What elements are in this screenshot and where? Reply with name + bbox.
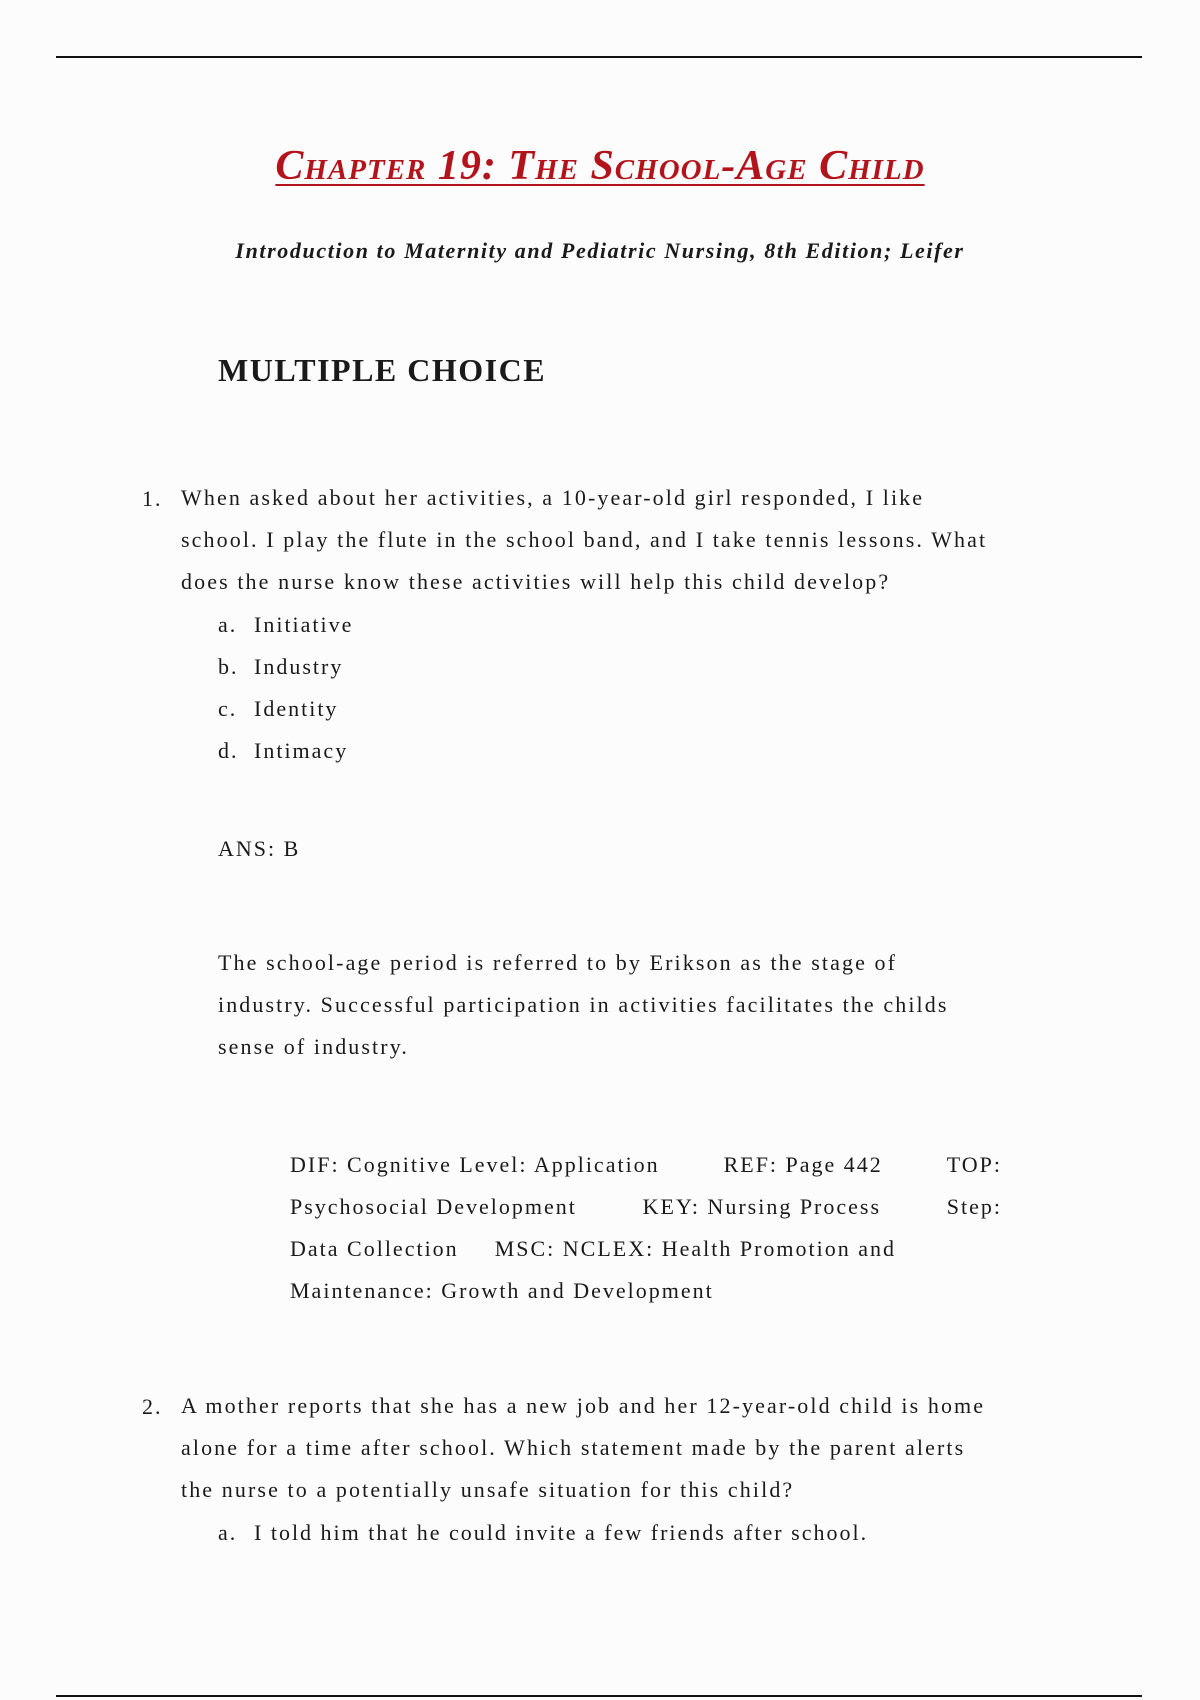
question-1-stem <box>181 477 987 603</box>
question-1-meta-line-3 <box>290 1236 1002 1262</box>
question-1-answer: ANS: B <box>218 836 301 861</box>
reference-label: REF: Page 442 <box>723 1152 883 1177</box>
rationale-line: The school-age period is referred to by Erikson as the stage of <box>218 950 898 975</box>
question-1-option-d-label: d. <box>218 738 239 763</box>
key-label: KEY: Nursing Process <box>642 1194 882 1219</box>
difficulty-label: DIF: Cognitive Level: Application <box>290 1152 660 1177</box>
question-1-stem-line: does the nurse know these activities will help this child develop? <box>181 569 891 594</box>
question-2-stem-line: alone for a time after school. Which statement made by the parent alerts <box>181 1435 966 1460</box>
question-1-option-c-text: Identity <box>254 696 339 721</box>
question-2-number: 2. <box>142 1394 163 1419</box>
topic-value: Psychosocial Development <box>290 1194 577 1219</box>
question-1-number: 1. <box>142 486 163 511</box>
section-heading: MULTIPLE CHOICE <box>218 352 547 388</box>
bottom-rule <box>56 1695 1142 1697</box>
question-1-option-b-text: Industry <box>254 654 344 679</box>
question-1-option-b-label: b. <box>218 654 239 679</box>
question-2-option-a-label: a. <box>218 1520 238 1545</box>
rationale-line: sense of industry. <box>218 1034 409 1059</box>
top-rule <box>56 56 1142 58</box>
question-2-stem <box>181 1385 985 1511</box>
book-subtitle: Introduction to Maternity and Pediatric Nursing, 8th Edition; Leifer <box>235 238 965 263</box>
question-1-option-d-text: Intimacy <box>254 738 349 763</box>
msc-label: MSC: NCLEX: Health Promotion and <box>494 1236 897 1261</box>
topic-label: TOP: <box>946 1152 1002 1177</box>
chapter-title-text: Chapter 19: The School-Age Child <box>275 143 925 189</box>
question-1-stem-line: When asked about her activities, a 10-year-old girl responded, I like <box>181 485 925 510</box>
question-1-meta-line-1 <box>290 1152 1002 1178</box>
question-1-option-a-text: Initiative <box>254 612 354 637</box>
question-1-option-c-label: c. <box>218 696 238 721</box>
question-1-stem-line: school. I play the flute in the school band, and I take tennis lessons. What <box>181 527 988 552</box>
rationale-line: industry. Successful participation in activities facilitates the childs <box>218 992 949 1017</box>
question-1-meta-line-2 <box>290 1194 1002 1220</box>
step-value: Data Collection <box>290 1236 459 1261</box>
step-label: Step: <box>946 1194 1002 1219</box>
question-2-stem-line: the nurse to a potentially unsafe situation for this child? <box>181 1477 795 1502</box>
chapter-title <box>0 142 1200 190</box>
question-1-meta-line-4 <box>290 1278 1002 1304</box>
msc-continuation: Maintenance: Growth and Development <box>290 1278 714 1303</box>
question-2-stem-line: A mother reports that she has a new job and her 12-year-old child is home <box>181 1393 986 1418</box>
question-1-rationale <box>218 942 949 1068</box>
question-2-option-a-text: I told him that he could invite a few friends after school. <box>254 1520 869 1545</box>
question-1-option-a-label: a. <box>218 612 238 637</box>
